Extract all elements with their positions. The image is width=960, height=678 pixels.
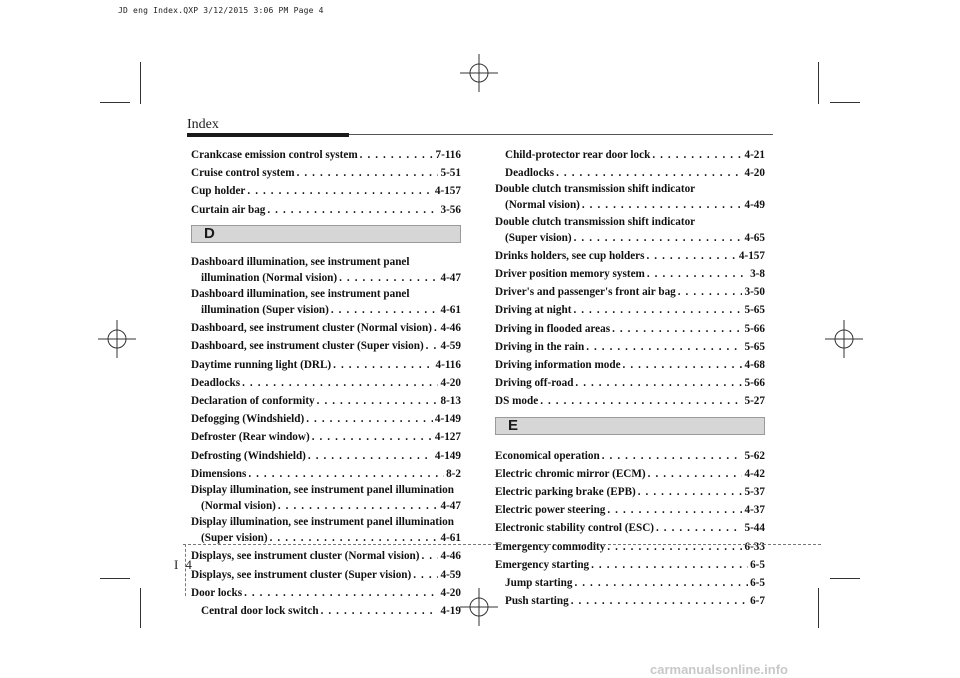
index-entry: Dashboard, see instrument cluster (Normal vision) . . . 4-46: [191, 319, 461, 337]
index-entry: Defroster (Rear window) . . . 4-127: [191, 428, 461, 446]
footer-rule: [183, 544, 821, 545]
crop-mark-bottom-left-v: [140, 588, 141, 628]
index-column-right: [495, 146, 765, 610]
index-entry: Declaration of conformity . . . 8-13: [191, 392, 461, 410]
section-header-d: D: [191, 225, 461, 243]
registration-mark-bottom-icon: [460, 588, 498, 626]
index-entry: Dashboard illumination, see instrument panel illumination (Super vision) . . . 4-61: [191, 287, 461, 319]
crop-mark-top-left-v: [140, 62, 141, 104]
index-entry: Deadlocks . . . 4-20: [191, 374, 461, 392]
index-entry: Driving in flooded areas . . . 5-66: [495, 320, 765, 338]
index-entry: DS mode . . . 5-27: [495, 392, 765, 410]
index-entry: Daytime running light (DRL) . . . 4-116: [191, 356, 461, 374]
index-entry: Electric parking brake (EPB) . . . 5-37: [495, 483, 765, 501]
index-entry: Double clutch transmission shift indicator (Super vision) . . . 4-65: [495, 215, 765, 247]
index-column-left: [191, 146, 461, 620]
page-title: Index: [187, 117, 219, 132]
watermark: carmanualsonline.info: [650, 662, 788, 677]
index-entry: Driving in the rain . . . 5-65: [495, 338, 765, 356]
crop-mark-top-left-h: [100, 102, 130, 103]
index-entry: Displays, see instrument cluster (Normal vision) . . . 4-46: [191, 547, 461, 565]
index-entry: Door locks . . . 4-20: [191, 584, 461, 602]
index-entry: Drinks holders, see cup holders . . . 4-157: [495, 247, 765, 265]
index-subentry: Push starting . . . 6-7: [495, 592, 765, 610]
index-entry: Electric chromic mirror (ECM) . . . 4-42: [495, 465, 765, 483]
section-header-e: E: [495, 417, 765, 435]
index-entry: Display illumination, see instrument panel illumination (Super vision) . . . 4-61: [191, 515, 461, 547]
index-subentry: Jump starting . . . 6-5: [495, 574, 765, 592]
index-entry: Driver's and passenger's front air bag . . . 3-50: [495, 283, 765, 301]
index-entry: Defogging (Windshield) . . . 4-149: [191, 410, 461, 428]
index-entry: Electronic stability control (ESC) . . . 5-44: [495, 519, 765, 537]
index-subentry: Deadlocks . . . 4-20: [495, 164, 765, 182]
index-entry: Dashboard illumination, see instrument panel illumination (Normal vision) . . . 4-47: [191, 255, 461, 287]
crop-mark-bottom-right-h: [830, 578, 860, 579]
index-entry: Driver position memory system . . . 3-8: [495, 265, 765, 283]
crop-mark-bottom-left-h: [100, 578, 130, 579]
index-entry: Display illumination, see instrument panel illumination (Normal vision) . . . 4-47: [191, 483, 461, 515]
index-entry: Emergency commodity . . . 6-33: [495, 538, 765, 556]
index-entry: Cup holder . . . 4-157: [191, 182, 461, 200]
header-rule: [349, 134, 773, 135]
registration-mark-left-icon: [98, 320, 136, 358]
index-entry: Emergency starting . . . 6-5: [495, 556, 765, 574]
index-subentry: Child-protector rear door lock . . . 4-21: [495, 146, 765, 164]
print-slug: JD eng Index.QXP 3/12/2015 3:06 PM Page 4: [118, 6, 324, 15]
registration-mark-top-icon: [460, 54, 498, 92]
page-number: [174, 557, 192, 573]
index-entry: Defrosting (Windshield) . . . 4-149: [191, 447, 461, 465]
index-entry: Double clutch transmission shift indicator (Normal vision) . . . 4-49: [495, 182, 765, 214]
registration-mark-right-icon: [825, 320, 863, 358]
header-bar: [187, 133, 349, 137]
section-letter: I: [174, 557, 179, 572]
index-entry: Driving off-road . . . 5-66: [495, 374, 765, 392]
index-entry: Crankcase emission control system . . . 7-116: [191, 146, 461, 164]
crop-mark-top-right-h: [830, 102, 860, 103]
index-entry: Dashboard, see instrument cluster (Super vision) . . . 4-59: [191, 337, 461, 355]
index-entry: Dimensions . . . 8-2: [191, 465, 461, 483]
crop-mark-top-right-v: [818, 62, 819, 104]
index-entry: Driving information mode . . . 4-68: [495, 356, 765, 374]
index-entry: Electric power steering . . . 4-37: [495, 501, 765, 519]
index-entry: Driving at night . . . 5-65: [495, 301, 765, 319]
index-entry: Cruise control system . . . 5-51: [191, 164, 461, 182]
index-entry: Economical operation . . . 5-62: [495, 447, 765, 465]
crop-mark-bottom-right-v: [818, 588, 819, 628]
index-entry: Displays, see instrument cluster (Super vision) . . . 4-59: [191, 566, 461, 584]
index-entry: Curtain air bag . . . 3-56: [191, 201, 461, 219]
page-number-value: 4: [185, 557, 192, 572]
index-subentry: Central door lock switch . . . 4-19: [191, 602, 461, 620]
